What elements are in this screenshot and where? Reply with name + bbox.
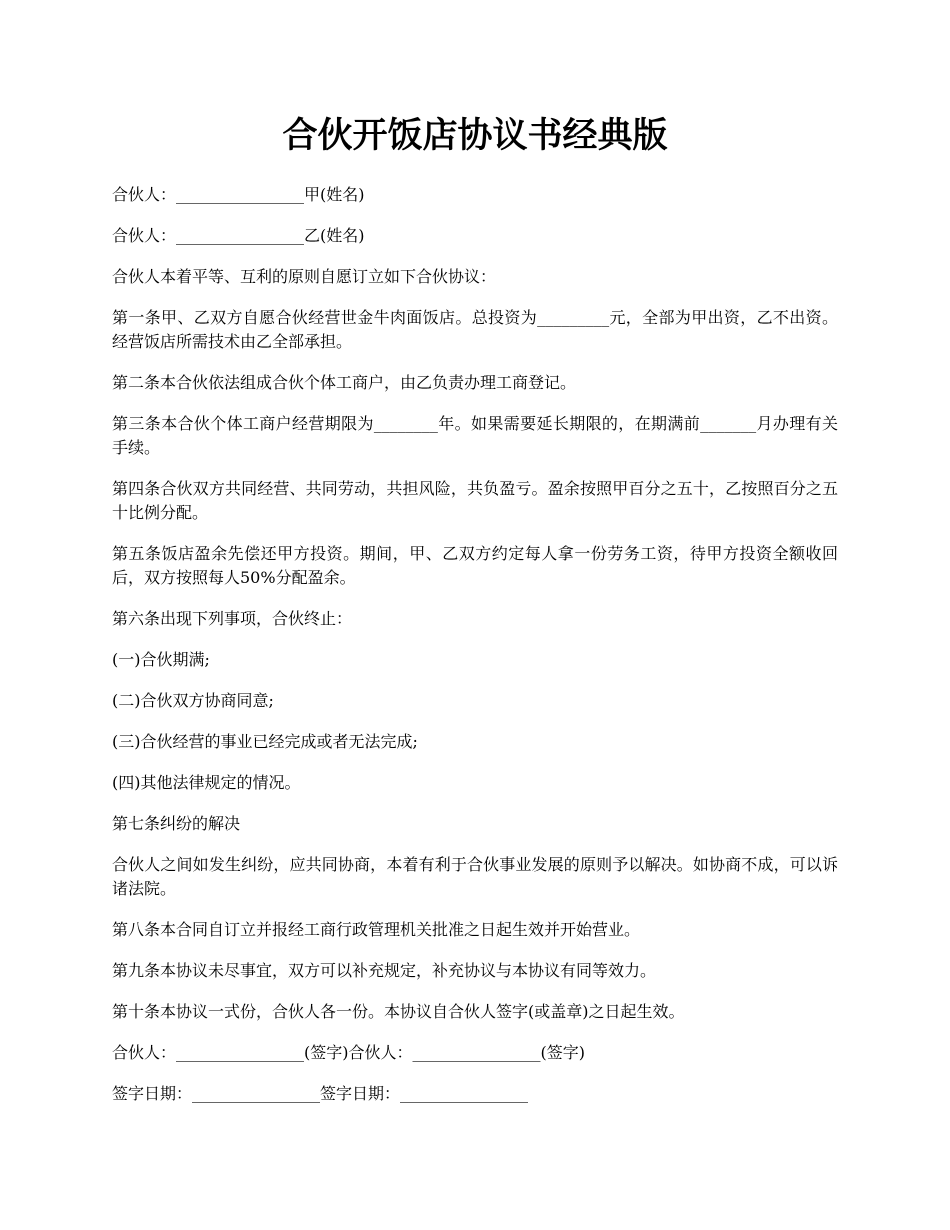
article-10-paragraph: 第十条本协议一式份，合伙人各一份。本协议自合伙人签字(或盖章)之日起生效。 [112,1002,685,1021]
article-8-paragraph: 第八条本合同自订立并报经工商行政管理机关批准之日起生效并开始营业。 [112,920,641,939]
article-3-paragraph: 第三条本合伙个体工商户经营期限为________年。如果需要延长期限的，在期满前_______月办理有关手续。 [112,414,838,457]
termination-item-1: (一)合伙期满; [112,650,210,669]
partner-a-line: 合伙人：________________甲(姓名) [112,185,365,204]
article-5-paragraph: 第五条饭店盈余先偿还甲方投资。期间，甲、乙双方约定每人拿一份劳务工资，待甲方投资全额收回后，双方按照每人50%分配盈余。 [112,544,838,587]
article-2-paragraph: 第二条本合伙依法组成合伙个体工商户，由乙负责办理工商登记。 [112,373,577,392]
termination-item-3: (三)合伙经营的事业已经完成或者无法完成; [112,732,418,751]
article-1-paragraph: 第一条甲、乙双方自愿合伙经营世金牛肉面饭店。总投资为_________元，全部为甲出资，乙不出资。经营饭店所需技术由乙全部承担。 [112,308,838,351]
preamble-paragraph: 合伙人本着平等、互利的原则自愿订立如下合伙协议： [112,267,497,286]
article-9-paragraph: 第九条本协议未尽事宜，双方可以补充规定，补充协议与本协议有同等效力。 [112,961,657,980]
document-title: 合伙开饭店协议书经典版 [282,115,668,156]
signature-line: 合伙人：________________(签字)合伙人：________________(签字) [112,1043,585,1062]
partner-b-line: 合伙人：________________乙(姓名) [112,226,365,245]
article-7-heading: 第七条纠纷的解决 [112,814,241,833]
dispute-resolution-paragraph: 合伙人之间如发生纠纷，应共同协商，本着有利于合伙事业发展的原则予以解决。如协商不成，可以诉诸法院。 [112,855,838,898]
article-4-paragraph: 第四条合伙双方共同经营、共同劳动，共担风险，共负盈亏。盈余按照甲百分之五十，乙按照百分之五十比例分配。 [112,479,838,522]
termination-item-2: (二)合伙双方协商同意; [112,691,274,710]
signature-date-line: 签字日期：________________签字日期：________________ [112,1084,529,1103]
article-6-paragraph: 第六条出现下列事项，合伙终止： [112,609,353,628]
termination-item-4: (四)其他法律规定的情况。 [112,773,301,792]
